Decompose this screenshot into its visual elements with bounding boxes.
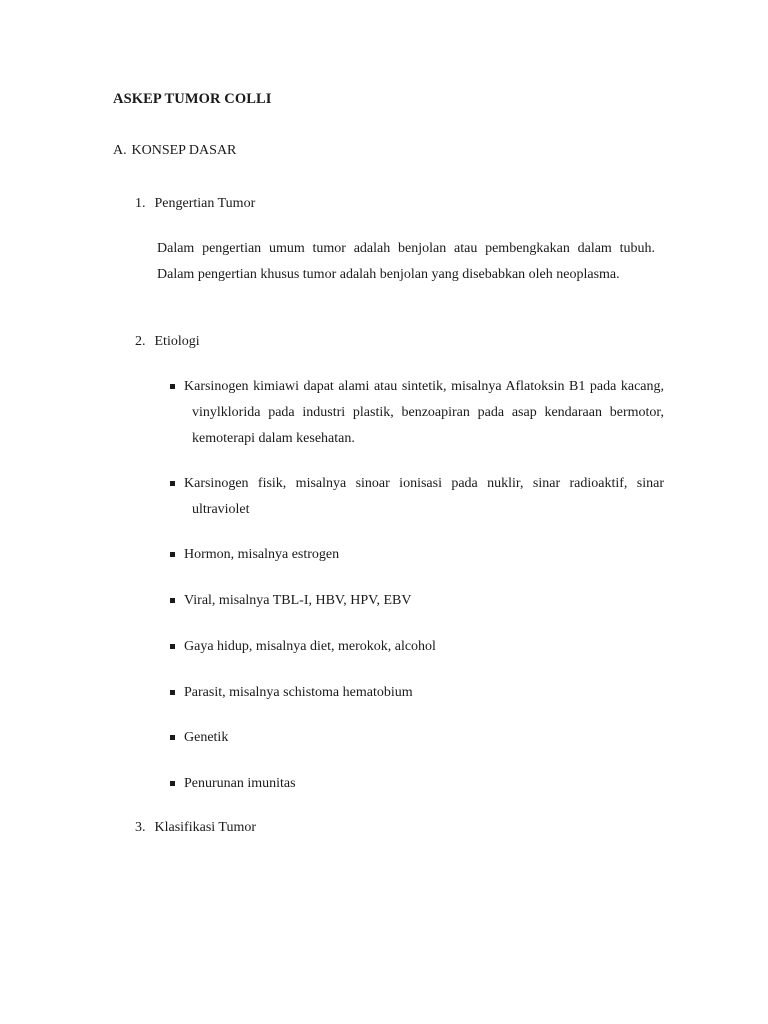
list-item-text: Gaya hidup, misalnya diet, merokok, alcohol	[184, 639, 436, 654]
pengertian-paragraph: Dalam pengertian umum tumor adalah benjolan atau pembengkakan dalam tubuh. Dalam pengertian khusus tumor adalah benjolan yang disebabkan oleh neoplasma.	[157, 241, 655, 282]
list-item	[170, 471, 664, 523]
list-item	[170, 542, 656, 568]
numbered-item-klasifikasi	[135, 820, 256, 836]
bullet-marker	[170, 552, 175, 557]
section-number: A.	[113, 143, 127, 158]
bullet-marker	[170, 735, 175, 740]
list-item	[170, 634, 656, 660]
list-item-text: Viral, misalnya TBL-I, HBV, HPV, EBV	[184, 593, 412, 608]
list-item-text: Karsinogen kimiawi dapat alami atau sintetik, misalnya Aflatoksin B1 pada kacang, vinylklorida pada industri plastik, benzoapiran pada asap kendaraan bermotor, kemoterapi dalam kesehatan.	[184, 379, 664, 446]
list-item	[170, 771, 656, 797]
bullet-marker	[170, 384, 175, 389]
numbered-item-etiologi	[135, 334, 200, 350]
list-item-text: Genetik	[184, 730, 229, 745]
list-item-text: Parasit, misalnya schistoma hematobium	[184, 685, 413, 700]
bullet-marker	[170, 690, 175, 695]
item-number: 3.	[135, 820, 146, 835]
item-label: Etiologi	[154, 334, 200, 349]
item-number: 2.	[135, 334, 146, 349]
list-item	[170, 680, 656, 706]
bullet-marker	[170, 644, 175, 649]
item-label: Pengertian Tumor	[154, 196, 256, 211]
item-number: 1.	[135, 196, 146, 211]
bullet-marker	[170, 481, 175, 486]
bullet-marker	[170, 781, 175, 786]
list-item	[170, 725, 656, 751]
list-item	[170, 374, 664, 452]
list-item-text: Hormon, misalnya estrogen	[184, 547, 340, 562]
section-heading	[113, 143, 236, 159]
document-title: ASKEP TUMOR COLLI	[113, 91, 272, 107]
bullet-marker	[170, 598, 175, 603]
list-item	[170, 588, 656, 614]
list-item-text: Penurunan imunitas	[184, 776, 296, 791]
list-item-text: Karsinogen fisik, misalnya sinoar ionisasi pada nuklir, sinar radioaktif, sinar ultraviolet	[184, 476, 664, 517]
numbered-item-pengertian	[135, 196, 255, 212]
item-label: Klasifikasi Tumor	[154, 820, 257, 835]
section-label: KONSEP DASAR	[131, 143, 237, 158]
